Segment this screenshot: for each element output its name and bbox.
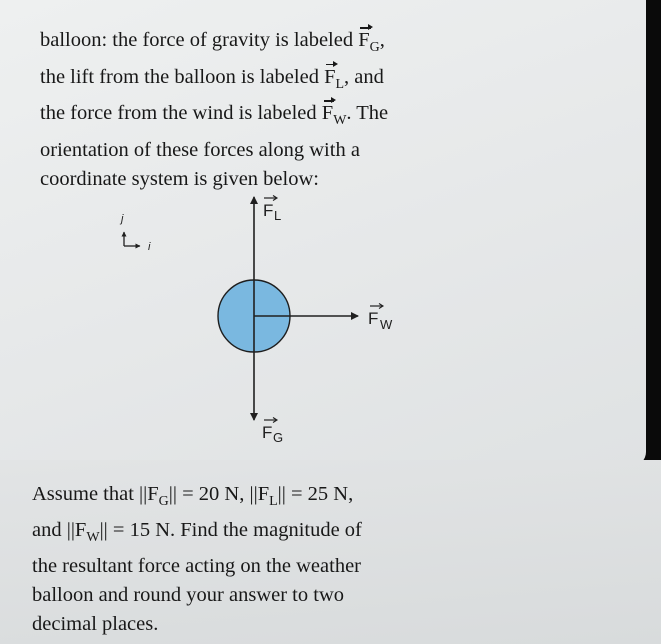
j-axis-label: j <box>121 213 124 225</box>
intro-text: the lift from the balloon is labeled <box>40 65 325 88</box>
lift-force-label <box>263 196 281 224</box>
i-axis-label: i <box>148 241 151 253</box>
intro-text: the force from the wind is labeled <box>40 102 322 125</box>
wind-label-f: F <box>368 309 379 328</box>
lift-label-f: F <box>263 201 274 220</box>
question-text: || = 20 N, ||F <box>168 483 270 505</box>
vector-symbol: F <box>321 102 334 125</box>
intro-text: . The <box>346 102 389 125</box>
subscript: G <box>158 494 169 510</box>
vector-symbol: F <box>358 29 370 51</box>
lift-label-subscript: L <box>274 208 282 223</box>
intro-text: balloon: the force of gravity is labeled <box>40 29 359 51</box>
subscript: W <box>333 113 347 129</box>
coordinate-system-icon <box>119 213 151 253</box>
wind-label-subscript: W <box>380 317 393 332</box>
intro-line-5: coordinate system is given below: <box>40 167 319 190</box>
question-line-1 <box>32 483 354 510</box>
subscript: G <box>369 40 380 56</box>
question-line-4: balloon and round your answer to two <box>32 584 344 607</box>
problem-question <box>32 480 492 639</box>
question-line-3: the resultant force acting on the weather <box>32 555 361 578</box>
question-line-2 <box>32 519 362 546</box>
gravity-label-f: F <box>262 423 273 442</box>
question-text: Assume that ||F <box>32 483 159 505</box>
wind-force-label <box>368 304 393 333</box>
subscript: L <box>269 494 278 510</box>
vector-symbol: F <box>324 65 336 88</box>
question-text: || = 25 N, <box>277 483 354 505</box>
question-text: || = 15 N. Find the magnitude of <box>99 519 362 542</box>
question-text: and ||F <box>32 519 87 542</box>
intro-line-4: orientation of these forces along with a <box>40 139 360 162</box>
gravity-force-label <box>262 418 283 446</box>
intro-text: , <box>379 29 385 51</box>
gravity-label-subscript: G <box>273 430 284 445</box>
question-line-5: decimal places. <box>32 613 159 636</box>
intro-text: , and <box>344 65 384 88</box>
subscript: W <box>86 530 100 546</box>
subscript: L <box>335 76 345 92</box>
